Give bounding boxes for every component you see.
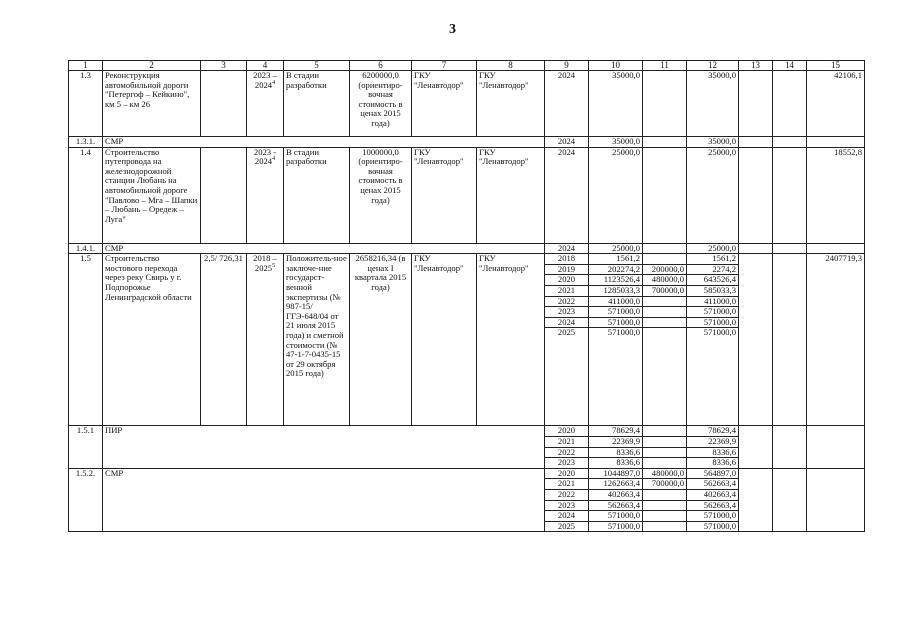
cost-cell: 6200000,0 (ориентиро-вочная стоимость в ценах 2015 года) — [350, 71, 412, 137]
empty-cell — [739, 254, 773, 426]
header-cell: 14 — [773, 61, 807, 71]
table-row — [69, 71, 865, 137]
year-cell: 2022 — [545, 296, 589, 307]
years-cell — [247, 71, 284, 137]
empty-cell — [739, 243, 773, 254]
executor-cell: ГКУ "Ленавтодор" — [477, 254, 545, 426]
year-cell: 2021 — [545, 285, 589, 296]
row-number: 1.3.1. — [69, 137, 103, 148]
federal-cell — [643, 458, 687, 469]
executor-cell: ГКУ "Ленавтодор" — [477, 71, 545, 137]
regional-cell: 1561,2 — [687, 254, 739, 265]
federal-cell — [643, 147, 687, 243]
regional-cell: 571000,0 — [687, 307, 739, 318]
total-cell: 411000,0 — [589, 296, 643, 307]
total-cell: 25000,0 — [589, 243, 643, 254]
year-cell: 2018 — [545, 254, 589, 265]
total-cell: 35000,0 — [589, 137, 643, 148]
year-cell: 2024 — [545, 147, 589, 243]
empty-cell — [773, 137, 807, 148]
year-cell: 2020 — [545, 468, 589, 479]
years-cell — [247, 254, 284, 426]
header-cell: 5 — [284, 61, 350, 71]
regional-cell: 643526,4 — [687, 275, 739, 286]
header-cell: 3 — [201, 61, 247, 71]
year-cell: 2020 — [545, 275, 589, 286]
status-cell: В стадии разработки — [284, 71, 350, 137]
total-cell: 571000,0 — [589, 328, 643, 426]
regional-cell: 25000,0 — [687, 243, 739, 254]
regional-cell: 571000,0 — [687, 317, 739, 328]
length-cell: 2,5/ 726,31 — [201, 254, 247, 426]
total-cell: 571000,0 — [589, 511, 643, 522]
footnote-mark: 4 — [272, 79, 276, 86]
regional-cell: 562663,4 — [687, 500, 739, 511]
row-number: 1.3 — [69, 71, 103, 137]
federal-cell: 700000,0 — [643, 285, 687, 296]
year-cell: 2023 — [545, 500, 589, 511]
federal-cell — [643, 296, 687, 307]
years-text: 2018 – 2025 — [253, 253, 277, 273]
total-cell: 562663,4 — [589, 500, 643, 511]
empty-cell — [739, 147, 773, 243]
header-cell: 8 — [477, 61, 545, 71]
status-cell: В стадии разработки — [284, 147, 350, 243]
total-cell: 8336,6 — [589, 447, 643, 458]
table-row — [69, 254, 865, 265]
federal-cell: 200000,0 — [643, 264, 687, 275]
federal-cell: 480000,0 — [643, 275, 687, 286]
length-cell — [201, 147, 247, 243]
header-cell: 12 — [687, 61, 739, 71]
total-cell: 35000,0 — [589, 71, 643, 137]
status-cell: Положитель-ное заключе-ние государст-венной экспертизы (№ 987-15/ГГЭ-648/04 от 21 июля 2015 года) и сметной стоимости (№ 47-1-7-0435-15 от 29 октября 2015 года) — [284, 254, 350, 426]
empty-cell — [773, 147, 807, 243]
header-cell: 1 — [69, 61, 103, 71]
total-cell: 78629,4 — [589, 426, 643, 437]
regional-cell: 8336,6 — [687, 447, 739, 458]
year-cell: 2021 — [545, 436, 589, 447]
object-name: Реконструкция автомобильной дороги "Петергоф – Кейкино", км 5 – км 26 — [103, 71, 201, 137]
federal-cell: 700000,0 — [643, 479, 687, 490]
work-type: СМР — [103, 243, 545, 254]
year-cell: 2024 — [545, 243, 589, 254]
total-cell: 571000,0 — [589, 317, 643, 328]
table-row — [69, 243, 865, 254]
year-cell: 2019 — [545, 264, 589, 275]
empty-cell — [739, 71, 773, 137]
total-cell: 8336,6 — [589, 458, 643, 469]
work-type: СМР — [103, 137, 545, 148]
header-cell: 15 — [807, 61, 865, 71]
year-cell: 2022 — [545, 447, 589, 458]
total-cell: 1123526,4 — [589, 275, 643, 286]
col15-cell: 2407719,3 — [807, 254, 865, 426]
table-row — [69, 147, 865, 243]
header-cell: 11 — [643, 61, 687, 71]
regional-cell: 411000,0 — [687, 296, 739, 307]
executor-cell: ГКУ "Ленавтодор" — [477, 147, 545, 243]
federal-cell — [643, 137, 687, 148]
customer-cell: ГКУ "Ленавтодор" — [412, 71, 477, 137]
federal-cell — [643, 521, 687, 532]
federal-cell — [643, 500, 687, 511]
year-cell: 2024 — [545, 71, 589, 137]
empty-cell — [807, 426, 865, 468]
regional-cell: 571000,0 — [687, 511, 739, 522]
work-type: ПИР — [103, 426, 545, 468]
empty-cell — [739, 426, 773, 468]
federal-cell — [643, 71, 687, 137]
empty-cell — [773, 71, 807, 137]
object-name: Строительство мостового перехода через реку Свирь у г. Подпорожье Ленинградской области — [103, 254, 201, 426]
total-cell: 571000,0 — [589, 307, 643, 318]
year-cell: 2021 — [545, 479, 589, 490]
regional-cell: 8336,6 — [687, 458, 739, 469]
years-cell — [247, 147, 284, 243]
customer-cell: ГКУ "Ленавтодор" — [412, 147, 477, 243]
federal-cell — [643, 489, 687, 500]
federal-cell: 480000,0 — [643, 468, 687, 479]
empty-cell — [773, 468, 807, 532]
empty-cell — [773, 243, 807, 254]
header-cell: 6 — [350, 61, 412, 71]
header-cell: 9 — [545, 61, 589, 71]
regional-cell: 22369,9 — [687, 436, 739, 447]
col15-cell: 18552,8 — [807, 147, 865, 243]
regional-cell: 35000,0 — [687, 137, 739, 148]
federal-cell — [643, 328, 687, 426]
federal-cell — [643, 243, 687, 254]
year-cell: 2024 — [545, 137, 589, 148]
footnote-mark: 4 — [272, 156, 276, 163]
total-cell: 571000,0 — [589, 521, 643, 532]
row-number: 1.5.1 — [69, 426, 103, 468]
total-cell: 1044897,0 — [589, 468, 643, 479]
years-text: 2023 – 2024 — [253, 70, 277, 90]
header-cell: 4 — [247, 61, 284, 71]
regional-cell: 402663,4 — [687, 489, 739, 500]
empty-cell — [739, 137, 773, 148]
page-number: 3 — [449, 22, 456, 37]
regional-cell: 2274,2 — [687, 264, 739, 275]
program-table — [68, 60, 865, 532]
regional-cell: 585033,3 — [687, 285, 739, 296]
header-cell: 2 — [103, 61, 201, 71]
length-cell — [201, 71, 247, 137]
object-name: Строительство путепровода на железнодорожной станции Любань на автомобильной дороге "Павлово – Мга – Шапки – Любань – Оредеж – Луга" — [103, 147, 201, 243]
table-row — [69, 468, 865, 479]
year-cell: 2025 — [545, 521, 589, 532]
year-cell: 2025 — [545, 328, 589, 426]
federal-cell — [643, 317, 687, 328]
header-row — [69, 61, 865, 71]
work-type: СМР — [103, 468, 545, 532]
total-cell: 202274,2 — [589, 264, 643, 275]
regional-cell: 564897,0 — [687, 468, 739, 479]
year-cell: 2024 — [545, 511, 589, 522]
year-cell: 2020 — [545, 426, 589, 437]
years-text: 2023 - 2024 — [253, 147, 277, 167]
table-row — [69, 137, 865, 148]
regional-cell: 35000,0 — [687, 71, 739, 137]
year-cell: 2023 — [545, 458, 589, 469]
total-cell: 25000,0 — [589, 147, 643, 243]
regional-cell: 562663,4 — [687, 479, 739, 490]
empty-cell — [773, 426, 807, 468]
empty-cell — [807, 468, 865, 532]
total-cell: 402663,4 — [589, 489, 643, 500]
regional-cell: 25000,0 — [687, 147, 739, 243]
header-cell: 10 — [589, 61, 643, 71]
empty-cell — [807, 137, 865, 148]
table-row — [69, 426, 865, 437]
total-cell: 1262663,4 — [589, 479, 643, 490]
federal-cell — [643, 436, 687, 447]
empty-cell — [807, 243, 865, 254]
empty-cell — [773, 254, 807, 426]
cost-cell: 2658216,34 (в ценах I квартала 2015 года) — [350, 254, 412, 426]
cost-cell: 1000000,0 (ориентиро-вочная стоимость в ценах 2015 года) — [350, 147, 412, 243]
federal-cell — [643, 447, 687, 458]
federal-cell — [643, 426, 687, 437]
federal-cell — [643, 254, 687, 265]
regional-cell: 78629,4 — [687, 426, 739, 437]
year-cell: 2023 — [545, 307, 589, 318]
empty-cell — [739, 468, 773, 532]
regional-cell: 571000,0 — [687, 328, 739, 426]
header-cell: 7 — [412, 61, 477, 71]
col15-cell: 42106,1 — [807, 71, 865, 137]
row-number: 1.5 — [69, 254, 103, 426]
year-cell: 2022 — [545, 489, 589, 500]
year-cell: 2024 — [545, 317, 589, 328]
total-cell: 1285033,3 — [589, 285, 643, 296]
federal-cell — [643, 307, 687, 318]
row-number: 1.5.2. — [69, 468, 103, 532]
total-cell: 22369,9 — [589, 436, 643, 447]
federal-cell — [643, 511, 687, 522]
regional-cell: 571000,0 — [687, 521, 739, 532]
row-number: 1.4 — [69, 147, 103, 243]
footnote-mark: 5 — [272, 262, 276, 269]
total-cell: 1561,2 — [589, 254, 643, 265]
customer-cell: ГКУ "Ленавтодор" — [412, 254, 477, 426]
header-cell: 13 — [739, 61, 773, 71]
row-number: 1.4.1. — [69, 243, 103, 254]
